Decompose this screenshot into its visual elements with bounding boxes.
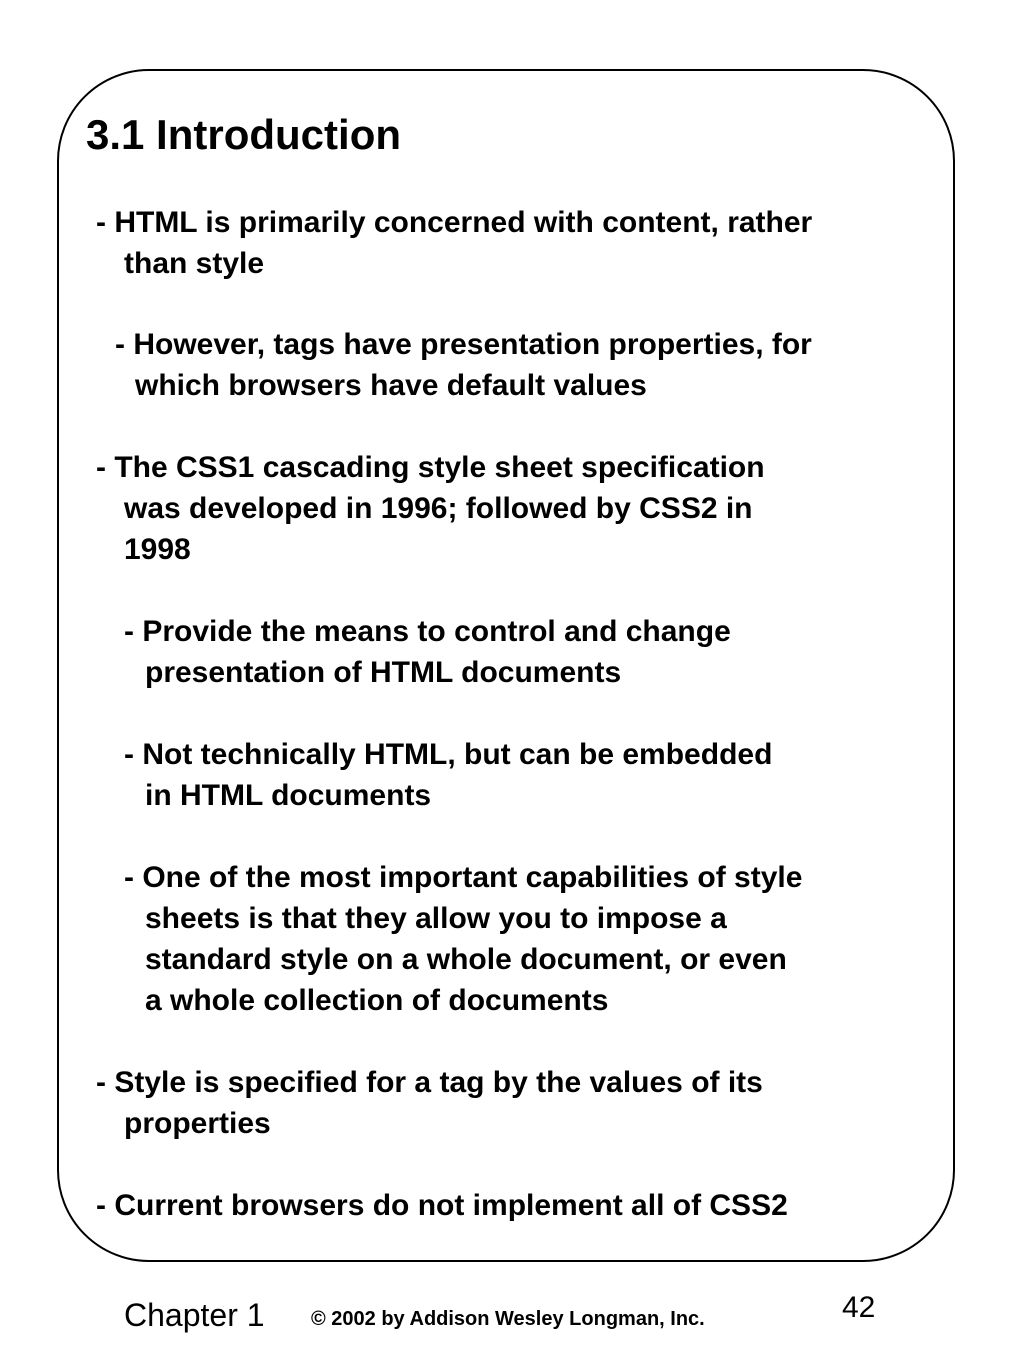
bullet-line-15: a whole collection of documents xyxy=(145,984,609,1017)
bullet-line-12: - One of the most important capabilities of style xyxy=(124,861,803,894)
footer-page-number: 42 xyxy=(842,1291,876,1324)
bullet-line-9: presentation of HTML documents xyxy=(145,656,622,689)
bullet-line-11: in HTML documents xyxy=(145,779,432,812)
bullet-line-8: - Provide the means to control and change xyxy=(124,615,731,648)
bullet-line-4: which browsers have default values xyxy=(135,369,647,402)
slide-title: 3.1 Introduction xyxy=(86,111,401,158)
bullet-line-1: - HTML is primarily concerned with content, rather xyxy=(96,206,813,239)
bullet-line-16: - Style is specified for a tag by the values of its xyxy=(96,1066,763,1099)
bullet-line-14: standard style on a whole document, or even xyxy=(145,943,787,976)
bullet-line-3: - However, tags have presentation properties, for xyxy=(115,328,812,361)
footer-chapter: Chapter 1 xyxy=(124,1297,265,1333)
bullet-line-6: was developed in 1996; followed by CSS2 in xyxy=(124,492,753,525)
bullet-line-18: - Current browsers do not implement all of CSS2 xyxy=(96,1189,788,1222)
footer-copyright: © 2002 by Addison Wesley Longman, Inc. xyxy=(311,1308,705,1330)
bullet-line-10: - Not technically HTML, but can be embedded xyxy=(124,738,773,771)
bullet-line-17: properties xyxy=(124,1107,271,1140)
bullet-line-2: than style xyxy=(124,247,265,280)
bullet-line-5: - The CSS1 cascading style sheet specification xyxy=(96,451,765,484)
bullet-line-7: 1998 xyxy=(124,533,191,566)
bullet-line-13: sheets is that they allow you to impose a xyxy=(145,902,727,935)
